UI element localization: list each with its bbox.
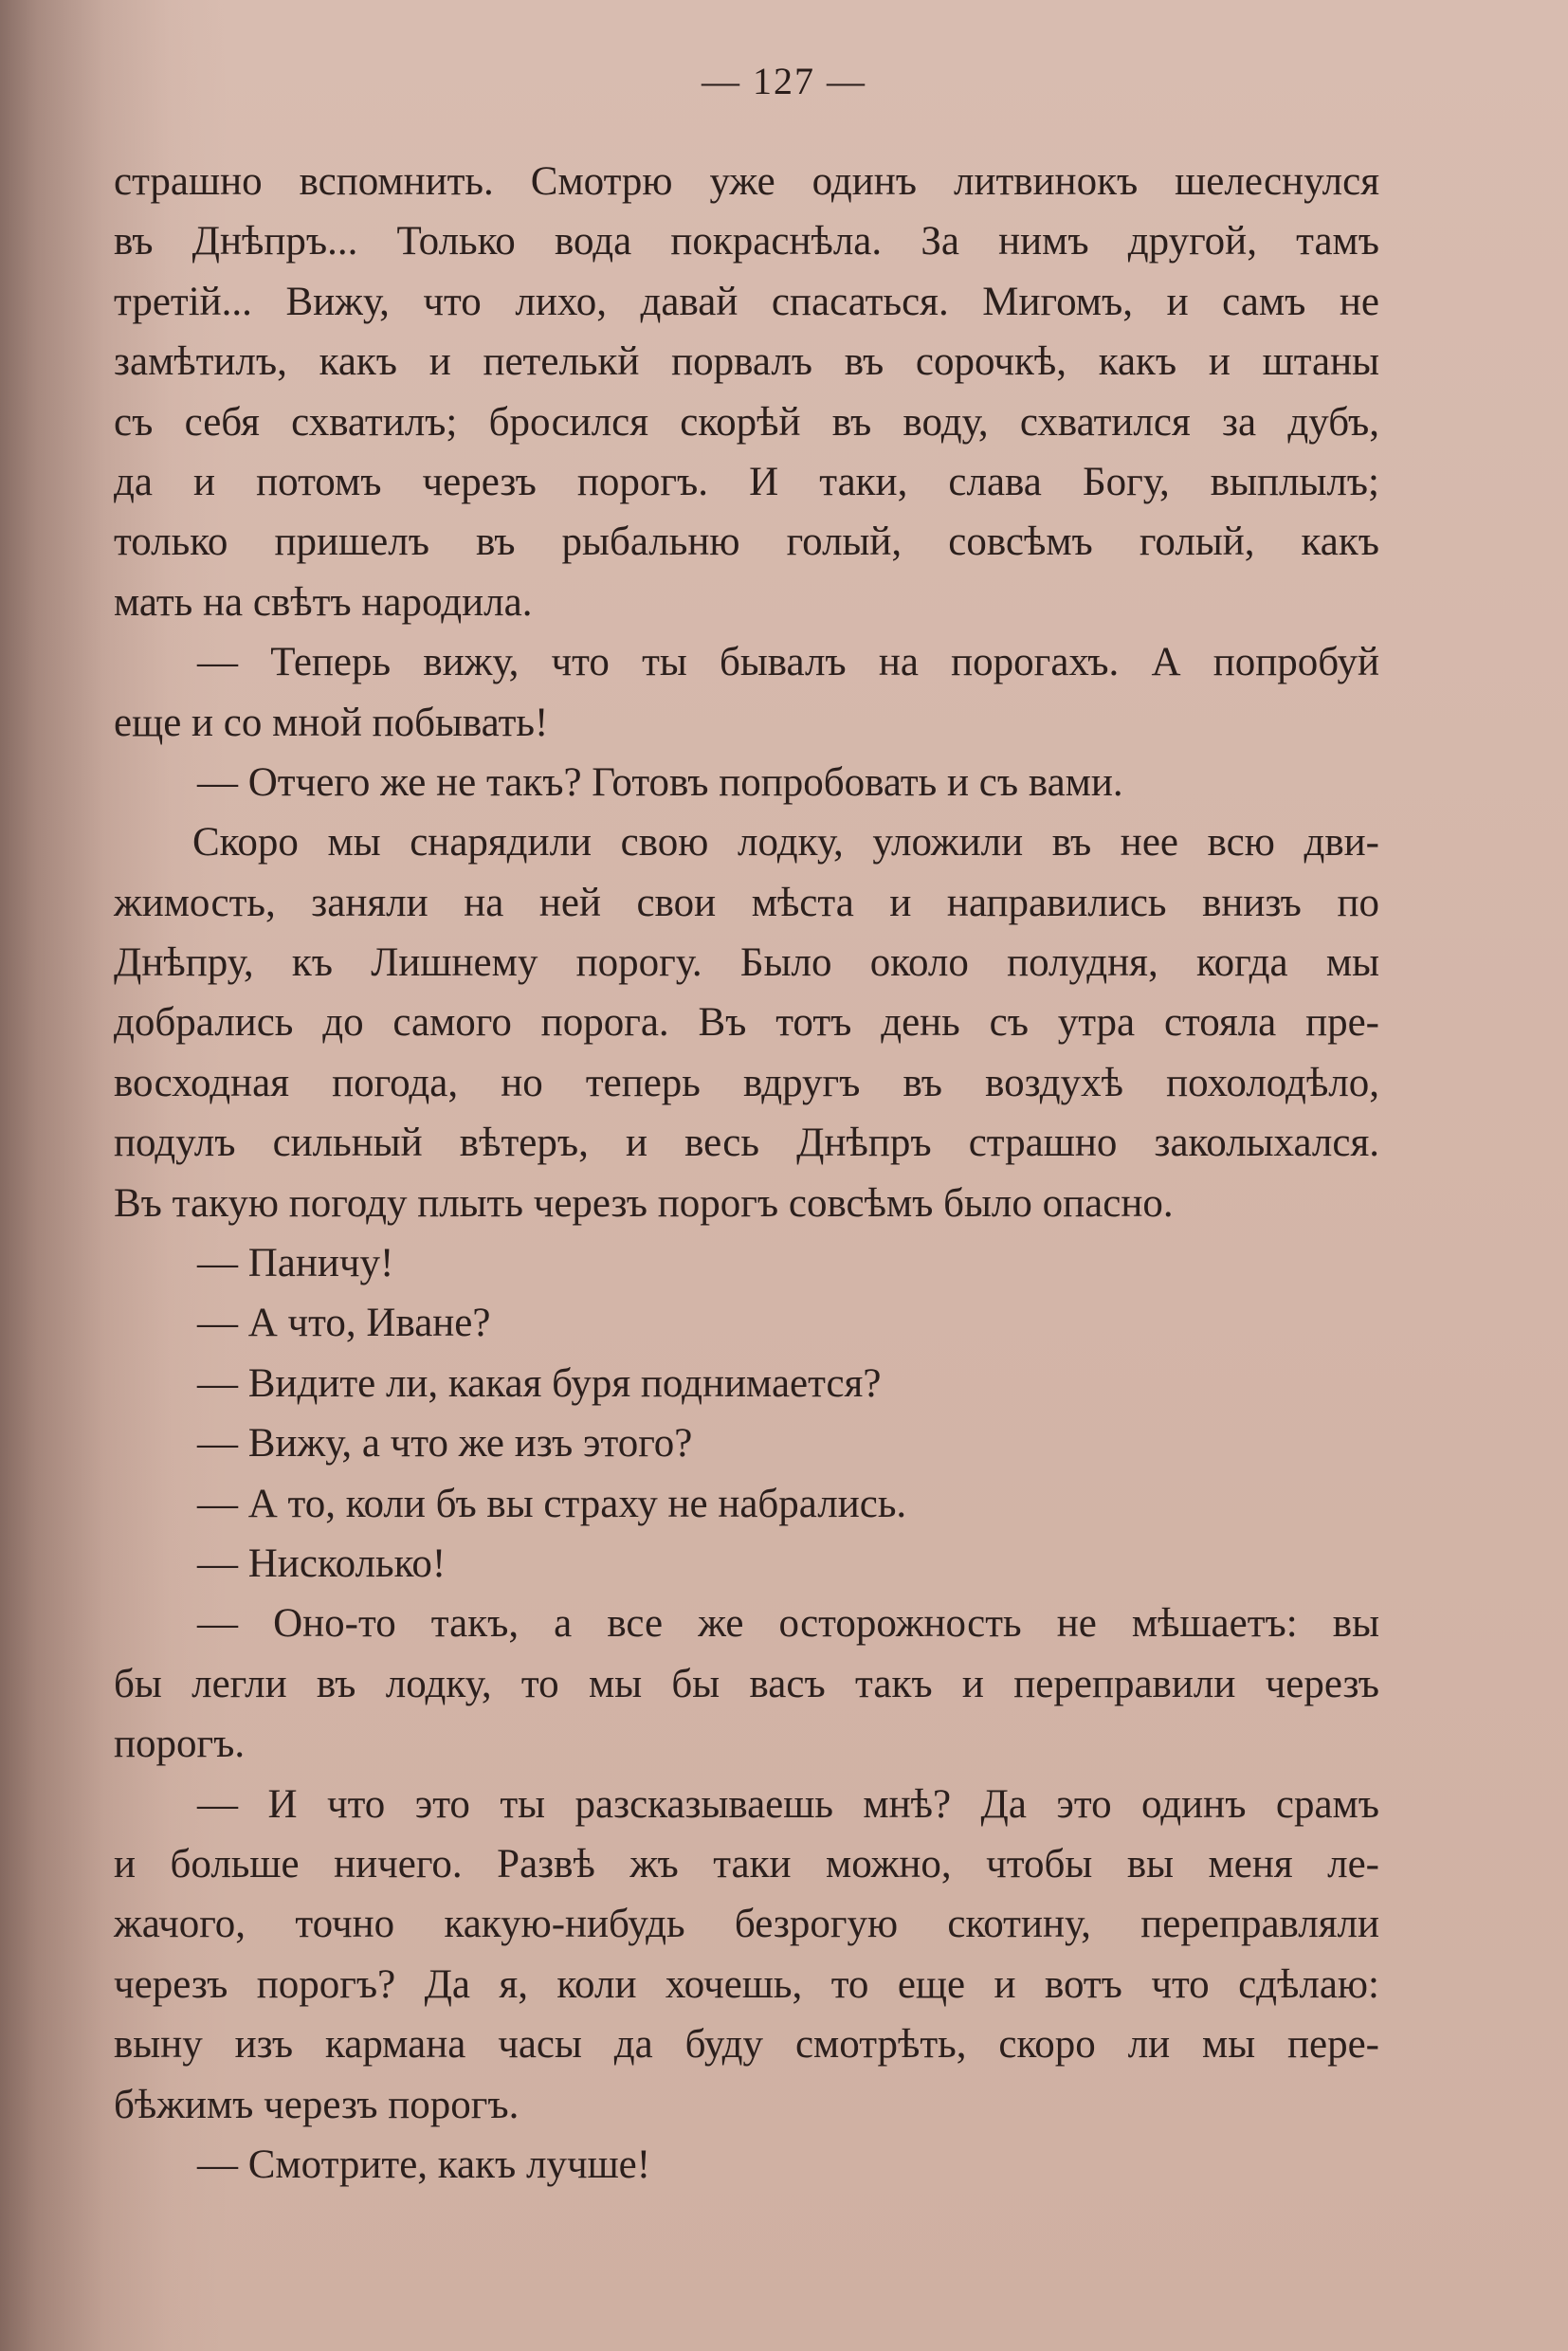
text-line: — А что, Иване? (197, 1301, 491, 1346)
text-line: — И что это ты разсказываешь мнѣ? Да это одинъ срамъ (197, 1781, 1379, 1827)
text-line: — Вижу, а что же изъ этого? (197, 1421, 693, 1467)
text-line: порогъ. (114, 1722, 246, 1767)
text-line: — Паничу! (197, 1241, 394, 1286)
text-line: мать на свѣтъ народила. (114, 579, 533, 625)
text-line: да и потомъ черезъ порогъ. И таки, слава Богу, выплылъ; (114, 459, 1379, 504)
text-line: — Нисколько! (197, 1540, 447, 1586)
text-line: добрались до самого порога. Въ тотъ день съ утра стояла пре- (114, 1000, 1379, 1046)
page-number: — 127 — (702, 60, 866, 102)
text-line: еще и со мной побывать! (114, 700, 549, 745)
text-line: жимость, заняли на ней свои мѣста и направились внизъ по (114, 880, 1379, 925)
text-line: подулъ сильный вѣтеръ, и весь Днѣпръ страшно заколыхался. (114, 1121, 1379, 1166)
text-line: — Видите ли, какая буря поднимается? (197, 1360, 882, 1406)
text-line: Днѣпру, къ Лишнему порогу. Было около полудня, когда мы (114, 940, 1379, 986)
text-line: съ себя схватилъ; бросился скорѣй въ воду, схватился за дубъ, (114, 399, 1379, 445)
text-line: Скоро мы снарядили свою лодку, уложили въ нее всю дви- (192, 820, 1379, 866)
text-line: восходная погода, но теперь вдругъ въ воздухѣ похолодѣло, (114, 1060, 1379, 1105)
text-line: замѣтилъ, какъ и петелькй порвалъ въ сорочкѣ, какъ и штаны (114, 339, 1379, 385)
text-line: — Отчего же не такъ? Готовъ попробовать и съ вами. (197, 759, 1123, 805)
page-text-body (114, 152, 1379, 2195)
text-line: и больше ничего. Развѣ жъ таки можно, чтобы вы меня ле- (114, 1841, 1379, 1886)
text-line: — А то, коли бъ вы страху не набрались. (197, 1481, 907, 1526)
text-line: бѣжимъ черезъ порогъ. (114, 2082, 520, 2127)
text-line: черезъ порогъ? Да я, коли хочешь, то еще и вотъ что сдѣлаю: (114, 1961, 1379, 2007)
text-line: — Оно-то такъ, а все же осторожность не мѣшаетъ: вы (197, 1601, 1379, 1647)
text-line: выну изъ кармана часы да буду смотрѣть, скоро ли мы пере- (114, 2022, 1379, 2068)
text-line: Въ такую погоду плыть черезъ порогъ совсѣмъ было опасно. (114, 1180, 1174, 1226)
text-line: въ Днѣпръ... Только вода покраснѣла. За нимъ другой, тамъ (114, 219, 1379, 264)
text-line: страшно вспомнить. Смотрю уже одинъ литвинокъ шелеснулся (114, 159, 1379, 204)
text-line: — Смотрите, какъ лучше! (197, 2141, 651, 2187)
text-line: бы легли въ лодку, то мы бы васъ такъ и переправили черезъ (114, 1661, 1379, 1706)
text-line: — Теперь вижу, что ты бывалъ на порогахъ. А попробуй (197, 640, 1379, 685)
text-line: жачого, точно какую-нибудь безрогую скотину, переправляли (114, 1902, 1379, 1947)
text-line: третій... Вижу, что лихо, давай спасаться. Мигомъ, и самъ не (114, 279, 1379, 324)
text-line: только пришелъ въ рыбальню голый, совсѣмъ голый, какъ (114, 519, 1379, 565)
